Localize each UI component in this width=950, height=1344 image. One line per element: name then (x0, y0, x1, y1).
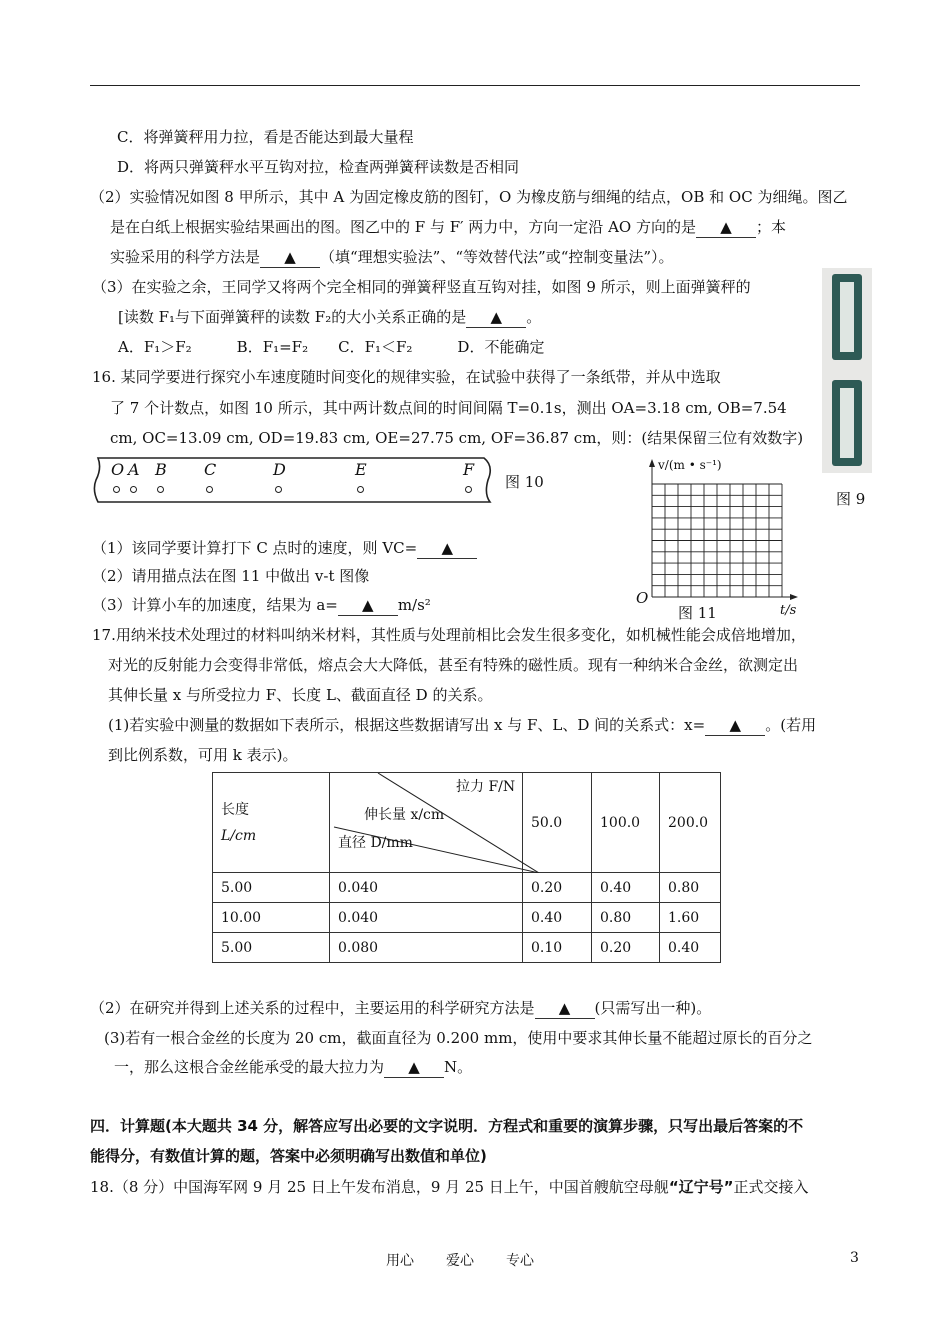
answer-blank[interactable]: ▲ (466, 307, 526, 328)
line-text: (只需写出一种)。 (594, 999, 712, 1017)
cell: 0.080 (330, 933, 523, 963)
line-text: m/s² (397, 596, 431, 614)
header-rule (90, 85, 860, 86)
text-line (92, 367, 721, 387)
lower-spring-scale (832, 380, 862, 466)
line-text: （填“理想实验法”、“等效替代法”或“控制变量法”）。 (320, 248, 674, 266)
line-text: N。 (444, 1058, 473, 1076)
diagonal-header (330, 773, 523, 873)
line-text: A．F₁＞F₂ B．F₁=F₂ C．F₁＜F₂ D．不能确定 (118, 338, 545, 356)
tape-point-label: O (111, 460, 125, 479)
page-number: 3 (850, 1250, 859, 1266)
tape-point-label: B (155, 460, 167, 479)
text-line (114, 1057, 472, 1078)
tape-point-label: E (355, 460, 367, 479)
force-col: 100.0 (592, 773, 660, 873)
line-text: 17.用纳米技术处理过的材料叫纳米材料，其性质与处理前相比会发生很多变化，如机械性能会成倍地增加， (92, 626, 806, 644)
text-line (118, 307, 541, 328)
text-line (110, 217, 786, 238)
paper-tape-figure (92, 456, 492, 504)
line-text: 。(若用 (765, 716, 817, 734)
fig10-caption: 图 10 (505, 473, 544, 491)
force-label: 拉力 F/N (456, 779, 516, 795)
line-text: （2）实验情况如图 8 甲所示，其中 A 为固定橡皮筋的图钉，O 为橡皮筋与细绳的结点，OB 和 OC 为细绳。图乙 (90, 188, 848, 206)
tape-dot (206, 486, 213, 493)
tape-point-label: F (463, 460, 475, 479)
text-line (92, 538, 477, 559)
line-text: 16. 某同学要进行探究小车速度随时间变化的规律实验，在试验中获得了一条纸带，并从中选取 (92, 368, 721, 386)
cell: 0.10 (523, 933, 592, 963)
ship-name: “辽宁号” (668, 1178, 734, 1196)
line-text: ；本 (755, 218, 786, 236)
tape-dot (113, 486, 120, 493)
vt-graph (630, 455, 800, 620)
line-text: 实验采用的科学方法是 (110, 248, 261, 266)
data-table (212, 772, 721, 963)
text-line (108, 685, 492, 705)
section-heading (90, 1116, 803, 1136)
answer-blank[interactable]: ▲ (260, 247, 320, 268)
text-line (90, 187, 847, 207)
text-line (108, 655, 798, 675)
footer-item: 专心 (506, 1253, 534, 1269)
length-header: 长度 L/cm (213, 773, 330, 873)
answer-blank[interactable]: ▲ (384, 1057, 444, 1078)
line-text: （3）在实验之余，王同学又将两个完全相同的弹簧秤竖直互钩对挂，如图 9 所示，则上面弹簧秤的 (92, 278, 751, 296)
cell: 0.20 (523, 873, 592, 903)
text-line (92, 595, 431, 616)
answer-blank[interactable]: ▲ (705, 715, 765, 736)
text-line (118, 337, 544, 357)
text-line (110, 247, 674, 268)
force-col: 50.0 (523, 773, 592, 873)
cell: 0.40 (592, 873, 660, 903)
line-text: 对光的反射能力会变得非常低，熔点会大大降低，甚至有特殊的磁性质。现有一种纳米合金丝，欲测定出 (108, 656, 799, 674)
fig9-caption: 图 9 (836, 490, 866, 508)
cell: 0.40 (523, 903, 592, 933)
text-line (90, 1177, 809, 1197)
cell: 1.60 (660, 903, 721, 933)
line-text: （3）计算小车的加速度，结果为 a= (92, 596, 338, 614)
table-row (213, 903, 721, 933)
table-row (213, 933, 721, 963)
section-heading (90, 1146, 487, 1166)
cell: 0.80 (660, 873, 721, 903)
cell: 0.040 (330, 903, 523, 933)
line-text: （2）在研究并得到上述关系的过程中，主要运用的科学研究方法是 (90, 999, 535, 1017)
y-axis-label: v/(m • s⁻¹) (658, 458, 722, 472)
text-line (108, 745, 297, 765)
answer-blank[interactable]: ▲ (696, 217, 756, 238)
cell: 0.80 (592, 903, 660, 933)
elongation-label: 伸长量 x/cm (364, 807, 445, 823)
line-text: 正式交接入 (733, 1178, 809, 1196)
line-text: （1）该同学要计算打下 C 点时的速度，则 VC= (92, 539, 418, 557)
fig11-caption: 图 11 (678, 604, 717, 622)
text-line (117, 157, 519, 177)
text-line (92, 277, 751, 297)
table-row (213, 873, 721, 903)
footer-item: 用心 (386, 1253, 414, 1269)
text-line (92, 625, 806, 645)
text-line (110, 398, 787, 418)
tape-dot (357, 486, 364, 493)
text-line (110, 428, 803, 448)
tape-dot (275, 486, 282, 493)
spring-scale-photo (822, 268, 872, 473)
tape-dot (130, 486, 137, 493)
line-text: 四．计算题(本大题共 34 分，解答应写出必要的文字说明．方程式和重要的演算步骤，只写出最后答案的不 (90, 1117, 804, 1135)
answer-blank[interactable]: ▲ (535, 998, 595, 1019)
x-axis-label: t/s (780, 603, 797, 618)
diameter-label: 直径 D/mm (338, 835, 413, 851)
line-text: 。 (526, 308, 542, 326)
line-text: [读数 F₁与下面弹簧秤的读数 F₂的大小关系正确的是 (118, 308, 467, 326)
line-text: cm, OC=13.09 cm, OD=19.83 cm, OE=27.75 cm, OF=36.87 cm，则：(结果保留三位有效数字) (110, 429, 804, 447)
cell: 10.00 (213, 903, 330, 933)
answer-blank[interactable]: ▲ (338, 595, 398, 616)
line-text: 了 7 个计数点，如图 10 所示，其中两计数点间的时间间隔 T=0.1s，测出 OA=3.18 cm, OB=7.54 (110, 399, 787, 417)
line-text: 18.（8 分）中国海军网 9 月 25 日上午发布消息，9 月 25 日上午，中国首艘航空母舰 (90, 1178, 669, 1196)
line-text: D．将两只弹簧秤水平互钩对拉，检查两弹簧秤读数是否相同 (117, 158, 520, 176)
line-text: 一，那么这根合金丝能承受的最大拉力为 (114, 1058, 385, 1076)
tape-point-label: A (128, 460, 140, 479)
origin-label: O (636, 589, 649, 607)
footer-item: 爱心 (446, 1253, 474, 1269)
cell: 5.00 (213, 873, 330, 903)
cell: 0.20 (592, 933, 660, 963)
line-text: 到比例系数，可用 k 表示)。 (108, 746, 298, 764)
tape-point-label: D (273, 460, 286, 479)
tape-point-label: C (204, 460, 217, 479)
text-line (108, 715, 816, 736)
line-text: (1)若实验中测量的数据如下表所示，根据这些数据请写出 x 与 F、L、D 间的关系式：x= (108, 716, 706, 734)
line-text: 是在白纸上根据实验结果画出的图。图乙中的 F 与 F′ 两力中，方向一定沿 AO 方向的是 (110, 218, 696, 236)
line-text: 其伸长量 x 与所受拉力 F、长度 L、截面直径 D 的关系。 (108, 686, 493, 704)
cell: 0.040 (330, 873, 523, 903)
text-line (117, 127, 413, 147)
answer-blank[interactable]: ▲ (417, 538, 477, 559)
force-col: 200.0 (660, 773, 721, 873)
text-line (92, 566, 369, 586)
line-text: C．将弹簧秤用力拉，看是否能达到最大量程 (117, 128, 414, 146)
tape-dot (465, 486, 472, 493)
line-text: (3)若有一根合金丝的长度为 20 cm，截面直径为 0.200 mm，使用中要求其伸长量不能超过原长的百分之 (104, 1029, 813, 1047)
line-text: （2）请用描点法在图 11 中做出 v-t 图像 (92, 567, 370, 585)
text-line (90, 998, 711, 1019)
cell: 0.40 (660, 933, 721, 963)
tape-dot (157, 486, 164, 493)
text-line (104, 1028, 812, 1048)
cell: 5.00 (213, 933, 330, 963)
upper-spring-scale (832, 274, 862, 360)
line-text: 能得分，有数值计算的题，答案中必须明确写出数值和单位) (90, 1147, 487, 1165)
